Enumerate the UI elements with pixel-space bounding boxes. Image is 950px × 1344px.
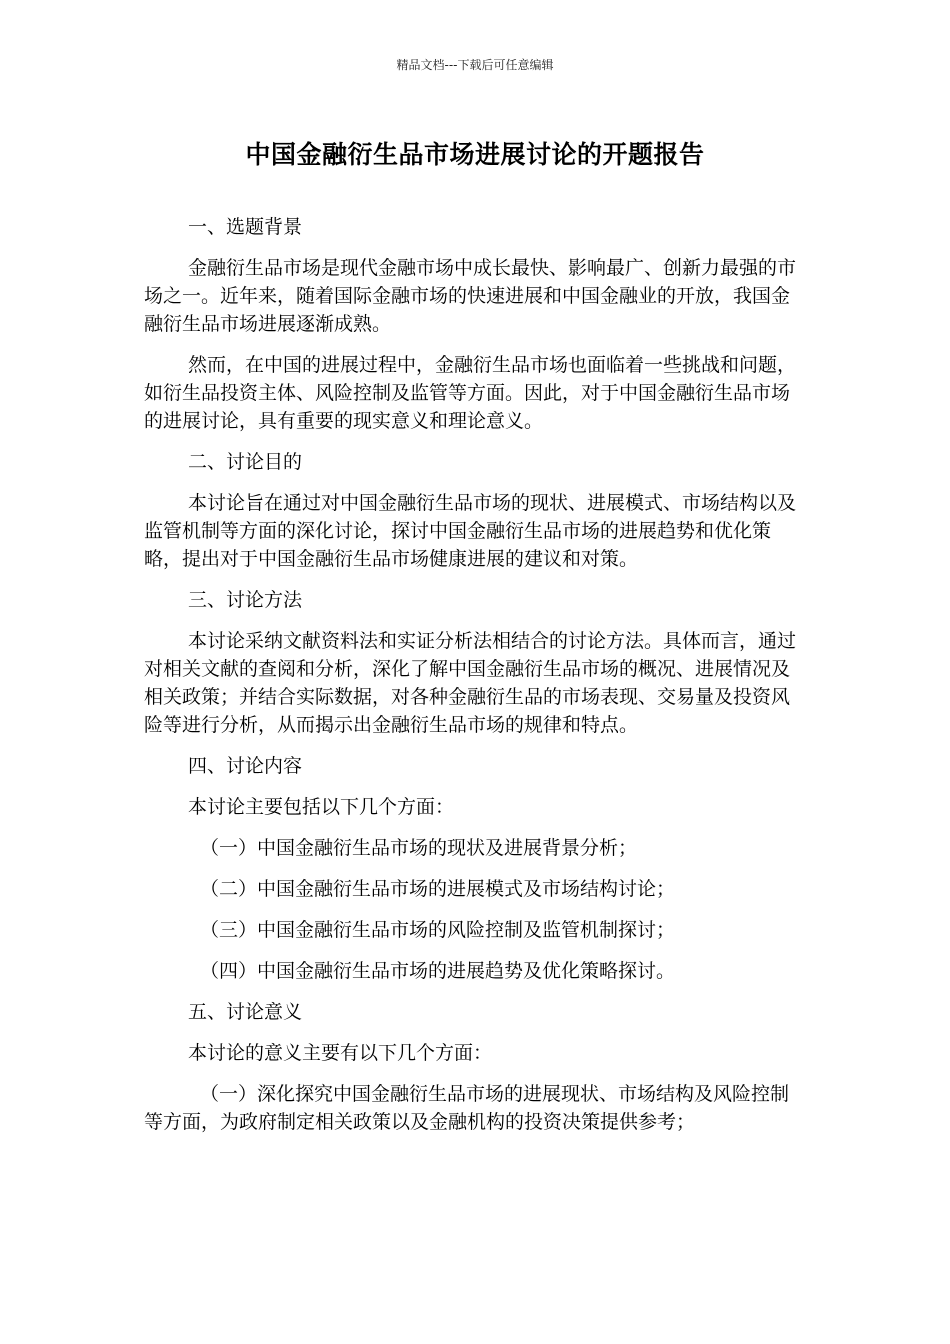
- list-item: （三）中国金融衍生品市场的风险控制及监管机制探讨；: [200, 919, 676, 941]
- section-heading-method: 三、讨论方法: [188, 589, 303, 611]
- list-item: （一）深化探究中国金融衍生品市场的进展现状、市场结构及风险控制等方面，为政府制定相关政策以及金融机构的投资决策提供参考；: [144, 1083, 790, 1133]
- paragraph-content-intro: 本讨论主要包括以下几个方面：: [188, 796, 455, 818]
- document-title: 中国金融衍生品市场进展讨论的开题报告: [245, 140, 705, 169]
- section-heading-content: 四、讨论内容: [188, 755, 303, 777]
- page-header-note: 精品文档---下载后可任意编辑: [396, 58, 554, 72]
- section-heading-significance: 五、讨论意义: [188, 1001, 303, 1023]
- paragraph-background-2: 然而，在中国的进展过程中，金融衍生品市场也面临着一些挑战和问题，如衍生品投资主体、风险控制及监管等方面。因此，对于中国金融衍生品市场的进展讨论，具有重要的现实意义和理论意义。: [144, 354, 797, 432]
- document-body: [144, 213, 806, 1149]
- section-heading-purpose: 二、讨论目的: [188, 451, 303, 473]
- paragraph-background-1: 金融衍生品市场是现代金融市场中成长最快、影响最广、创新力最强的市场之一。近年来，随着国际金融市场的快速进展和中国金融业的开放，我国金融衍生品市场进展逐渐成熟。: [144, 257, 797, 335]
- paragraph-purpose: 本讨论旨在通过对中国金融衍生品市场的现状、进展模式、市场结构以及监管机制等方面的深化讨论，探讨中国金融衍生品市场的进展趋势和优化策略，提出对于中国金融衍生品市场健康进展的建议和对策。: [144, 492, 797, 570]
- list-item: （四）中国金融衍生品市场的进展趋势及优化策略探讨。: [200, 960, 676, 982]
- paragraph-significance-intro: 本讨论的意义主要有以下几个方面：: [188, 1042, 493, 1064]
- list-item: （一）中国金融衍生品市场的现状及进展背景分析；: [200, 837, 638, 859]
- paragraph-method: 本讨论采纳文献资料法和实证分析法相结合的讨论方法。具体而言，通过对相关文献的查阅和分析，深化了解中国金融衍生品市场的概况、进展情况及相关政策；并结合实际数据，对各种金融衍生品的市场表现、交易量及投资风险等进行分析，从而揭示出金融衍生品市场的规律和特点。: [144, 630, 797, 736]
- list-item: （二）中国金融衍生品市场的进展模式及市场结构讨论；: [200, 878, 676, 900]
- section-heading-background: 一、选题背景: [188, 216, 303, 238]
